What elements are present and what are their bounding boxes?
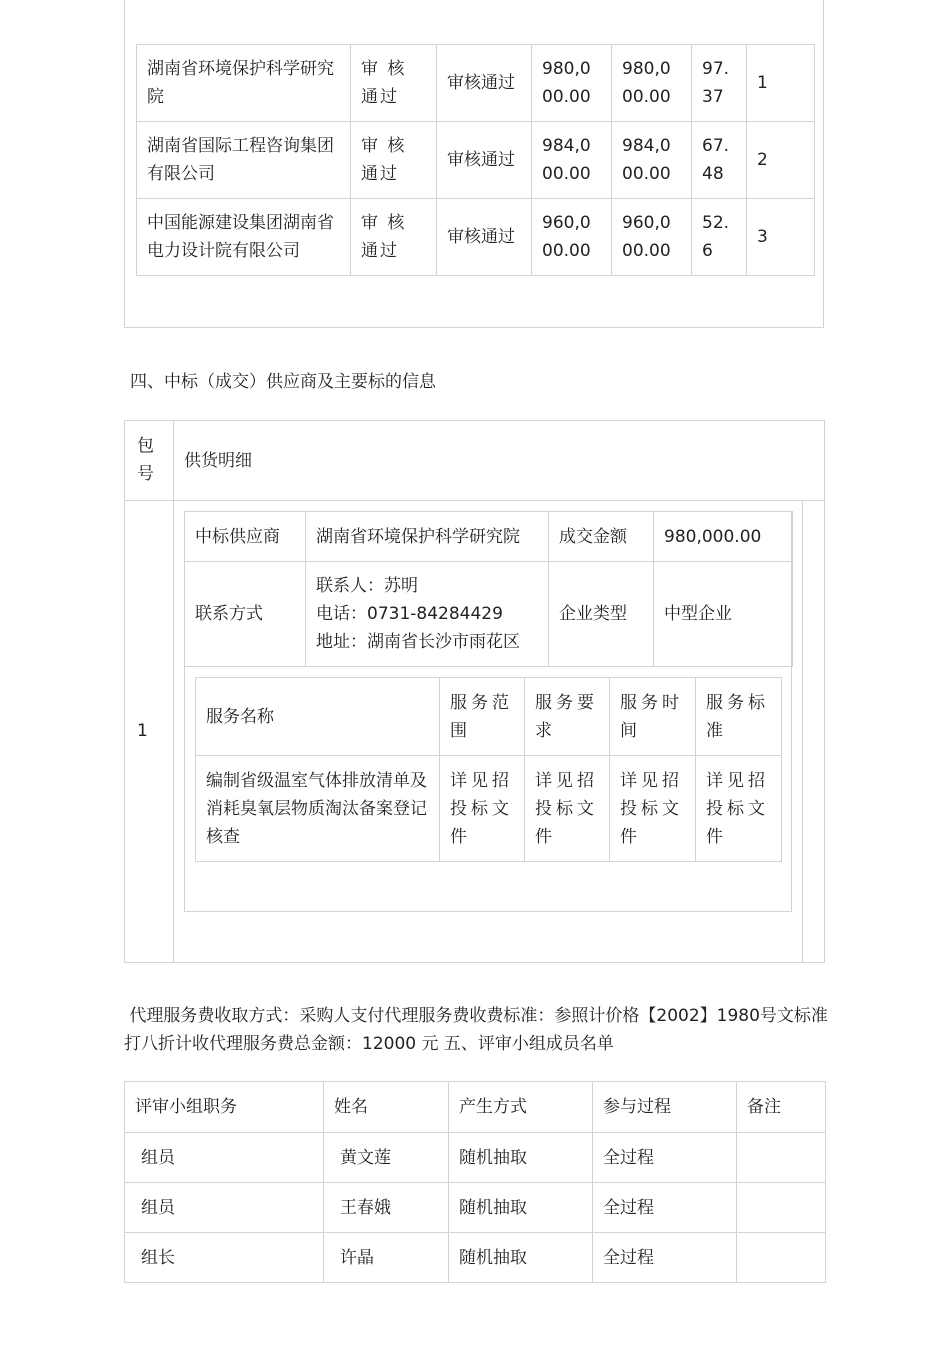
- table-row: [137, 122, 815, 199]
- agency-fee-paragraph: [124, 1002, 832, 1058]
- table-row: [125, 1183, 826, 1233]
- table-row: [196, 756, 782, 862]
- supply-detail-header: 供货明细: [184, 451, 252, 471]
- score: 97.37: [692, 45, 747, 122]
- service-header: 服务名称: [196, 678, 440, 756]
- qualification-result: 审 核 通过: [351, 199, 437, 276]
- contact-address: 地址：湖南省长沙市雨花区: [316, 632, 520, 652]
- panel-header: 评审小组职务: [125, 1082, 324, 1133]
- deal-amount: 980,000.00: [654, 512, 793, 562]
- bid-price: 984,000.00: [532, 122, 612, 199]
- service-standard: 详见招投标文件: [696, 756, 782, 862]
- bid-price: 960,000.00: [532, 199, 612, 276]
- compliance-result: 审核通过: [437, 122, 532, 199]
- panel-participation: 全过程: [593, 1133, 737, 1183]
- evaluated-price: 960,000.00: [612, 199, 692, 276]
- rank: 3: [747, 199, 815, 276]
- amount-label: 成交金额: [549, 512, 654, 562]
- service-header: 服务要求: [525, 678, 610, 756]
- evaluated-price: 984,000.00: [612, 122, 692, 199]
- table-row: [185, 512, 793, 562]
- table-header-row: [125, 1082, 826, 1133]
- panel-remark: [737, 1183, 826, 1233]
- section-heading-winner: 四、中标（成交）供应商及主要标的信息: [130, 372, 436, 392]
- panel-header: 姓名: [324, 1082, 449, 1133]
- panel-remark: [737, 1133, 826, 1183]
- panel-role: 组员: [125, 1133, 324, 1183]
- panel-remark: [737, 1233, 826, 1283]
- rank: 1: [747, 45, 815, 122]
- panel-participation: 全过程: [593, 1183, 737, 1233]
- supplier-name: 湖南省国际工程咨询集团有限公司: [137, 122, 351, 199]
- compliance-result: 审核通过: [437, 45, 532, 122]
- winner-label: 中标供应商: [185, 512, 306, 562]
- service-header: 服务标准: [696, 678, 782, 756]
- panel-member-name: 许晶: [324, 1233, 449, 1283]
- evaluated-price: 980,000.00: [612, 45, 692, 122]
- panel-role: 组员: [125, 1183, 324, 1233]
- winner-name: 湖南省环境保护科学研究院: [306, 512, 549, 562]
- service-name: 编制省级温室气体排放清单及消耗臭氧层物质淘汰备案登记核查: [196, 756, 440, 862]
- panel-header: 产生方式: [449, 1082, 593, 1133]
- panel-header: 备注: [737, 1082, 826, 1133]
- panel-header: 参与过程: [593, 1082, 737, 1133]
- table-row: [137, 45, 815, 122]
- supplier-name: 中国能源建设集团湖南省电力设计院有限公司: [137, 199, 351, 276]
- table-row: [137, 199, 815, 276]
- service-time: 详见招投标文件: [610, 756, 696, 862]
- table-row: [125, 1233, 826, 1283]
- package-number-header: 包号: [137, 436, 154, 484]
- panel-member-name: 王春娥: [324, 1183, 449, 1233]
- service-header: 服务范围: [440, 678, 525, 756]
- contact-info: [306, 562, 549, 667]
- service-header: 服务时间: [610, 678, 696, 756]
- service-scope: 详见招投标文件: [440, 756, 525, 862]
- panel-role: 组长: [125, 1233, 324, 1283]
- table-row: [196, 678, 782, 756]
- table-row: [185, 562, 793, 667]
- qualification-result: 审 核 通过: [351, 122, 437, 199]
- contact-person: 联系人：苏明: [316, 576, 418, 596]
- enterprise-type-label: 企业类型: [549, 562, 654, 667]
- panel-selection-method: 随机抽取: [449, 1183, 593, 1233]
- score: 67.48: [692, 122, 747, 199]
- contact-phone: 电话：0731-84284429: [316, 604, 503, 624]
- table-row: [125, 1133, 826, 1183]
- rank: 2: [747, 122, 815, 199]
- compliance-result: 审核通过: [437, 199, 532, 276]
- supplier-name: 湖南省环境保护科学研究院: [137, 45, 351, 122]
- review-panel-table: [124, 1081, 826, 1283]
- bid-price: 980,000.00: [532, 45, 612, 122]
- supplier-info-table: [184, 511, 793, 667]
- service-table: [195, 677, 782, 862]
- package-number: 1: [137, 721, 148, 741]
- panel-selection-method: 随机抽取: [449, 1133, 593, 1183]
- enterprise-type: 中型企业: [654, 562, 793, 667]
- column-divider: [802, 500, 803, 962]
- qualification-result: 审 核 通过: [351, 45, 437, 122]
- panel-selection-method: 随机抽取: [449, 1233, 593, 1283]
- agency-fee-text: 代理服务费收取方式：采购人支付代理服务费收费标准：参照计价格【2002】1980号文标准打八折计收代理服务费总金额：12000 元 五、评审小组成员名单: [124, 1006, 828, 1054]
- score: 52.6: [692, 199, 747, 276]
- panel-participation: 全过程: [593, 1233, 737, 1283]
- contact-label: 联系方式: [185, 562, 306, 667]
- column-divider: [173, 421, 174, 962]
- panel-member-name: 黄文莲: [324, 1133, 449, 1183]
- score-table: [136, 44, 815, 276]
- service-requirement: 详见招投标文件: [525, 756, 610, 862]
